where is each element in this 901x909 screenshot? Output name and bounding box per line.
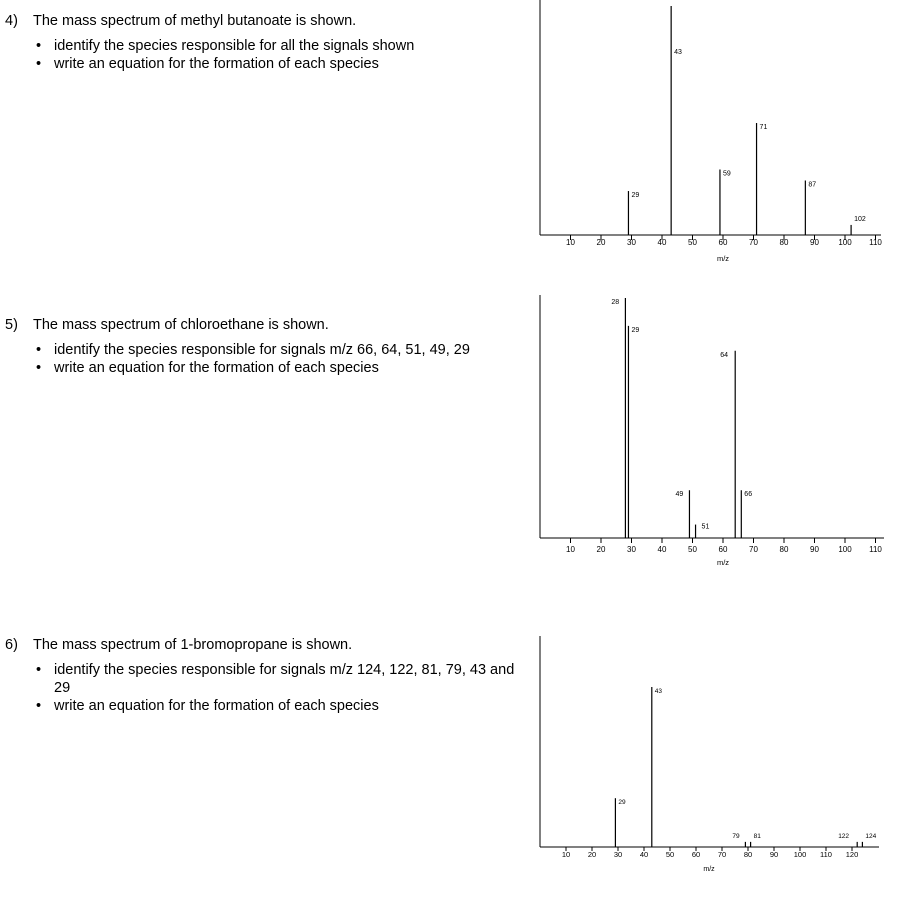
x-tick-label: 60 (718, 545, 728, 554)
peak-label-124: 124 (865, 832, 877, 840)
x-tick-label: 120 (845, 850, 859, 859)
peak-label-43: 43 (654, 688, 663, 695)
question-number: 6) (5, 637, 18, 653)
peak-label-66: 66 (744, 491, 753, 499)
x-tick-label: 10 (566, 545, 575, 554)
peak-label-29: 29 (618, 799, 626, 807)
x-tick-label: 20 (596, 238, 606, 247)
peak-label-59: 59 (722, 170, 731, 178)
peak-label-64: 64 (720, 351, 728, 359)
x-tick-label: 90 (810, 238, 819, 247)
peak-label-28: 28 (611, 299, 620, 306)
x-tick-label: 10 (561, 850, 571, 859)
instruction-item: • identify the species responsible for signals m/z 66, 64, 51, 49, 29 (5, 341, 525, 359)
x-tick-label: 90 (810, 545, 819, 554)
x-tick-label: 40 (657, 545, 667, 554)
x-tick-label: 50 (688, 238, 697, 247)
x-tick-label: 60 (691, 850, 701, 859)
peak-label-102: 102 (854, 215, 866, 223)
peak-label-51: 51 (701, 523, 710, 531)
x-tick-label: 80 (743, 850, 753, 859)
x-tick-label: 110 (869, 545, 882, 554)
instruction-item: • identify the species responsible for signals m/z 124, 122, 81, 79, 43 and 29 (5, 661, 525, 697)
peak-label-79: 79 (732, 832, 740, 840)
instruction-item: • identify the species responsible for all the signals shown (5, 37, 525, 55)
peak-label-29: 29 (631, 326, 640, 334)
x-tick-label: 30 (627, 545, 636, 554)
question-text: The mass spectrum of chloroethane is shown. (33, 317, 329, 333)
x-tick-label: 40 (639, 850, 649, 859)
x-tick-label: 20 (596, 545, 606, 554)
x-tick-label: 50 (688, 545, 697, 554)
instruction-item: • write an equation for the formation of each species (5, 55, 525, 73)
instruction-item: • write an equation for the formation of each species (5, 697, 525, 715)
x-tick-label: 80 (779, 238, 789, 247)
peak-label-81: 81 (753, 832, 761, 840)
x-tick-label: 70 (717, 850, 727, 859)
question-text: The mass spectrum of methyl butanoate is shown. (33, 13, 357, 29)
x-tick-label: 70 (749, 238, 758, 247)
question-number: 5) (5, 317, 18, 333)
peak-label-49: 49 (675, 491, 684, 499)
peak-label-71: 71 (759, 124, 768, 132)
x-tick-label: 70 (749, 545, 758, 554)
question-text: The mass spectrum of 1-bromopropane is shown. (33, 637, 353, 653)
x-tick-label: 10 (566, 238, 575, 247)
x-axis-label: m/z (716, 558, 730, 567)
x-tick-label: 110 (869, 238, 882, 247)
x-axis-label: m/z (716, 254, 730, 263)
question-number: 4) (5, 13, 18, 29)
x-tick-label: 30 (627, 238, 636, 247)
x-tick-label: 90 (769, 850, 779, 859)
x-tick-label: 110 (820, 850, 832, 859)
peak-label-29: 29 (631, 192, 640, 200)
peak-label-122: 122 (838, 832, 850, 840)
x-tick-label: 100 (838, 238, 852, 247)
peak-label-43: 43 (674, 49, 682, 56)
x-tick-label: 60 (718, 238, 728, 247)
peak-label-87: 87 (808, 181, 817, 189)
x-tick-label: 20 (587, 850, 597, 859)
x-tick-label: 100 (793, 850, 807, 859)
x-tick-label: 30 (613, 850, 623, 859)
x-tick-label: 80 (779, 545, 789, 554)
instruction-item: • write an equation for the formation of each species (5, 359, 525, 377)
x-tick-label: 40 (657, 238, 667, 247)
x-axis-label: m/z (703, 866, 715, 873)
x-tick-label: 50 (665, 850, 675, 859)
x-tick-label: 100 (838, 545, 852, 554)
